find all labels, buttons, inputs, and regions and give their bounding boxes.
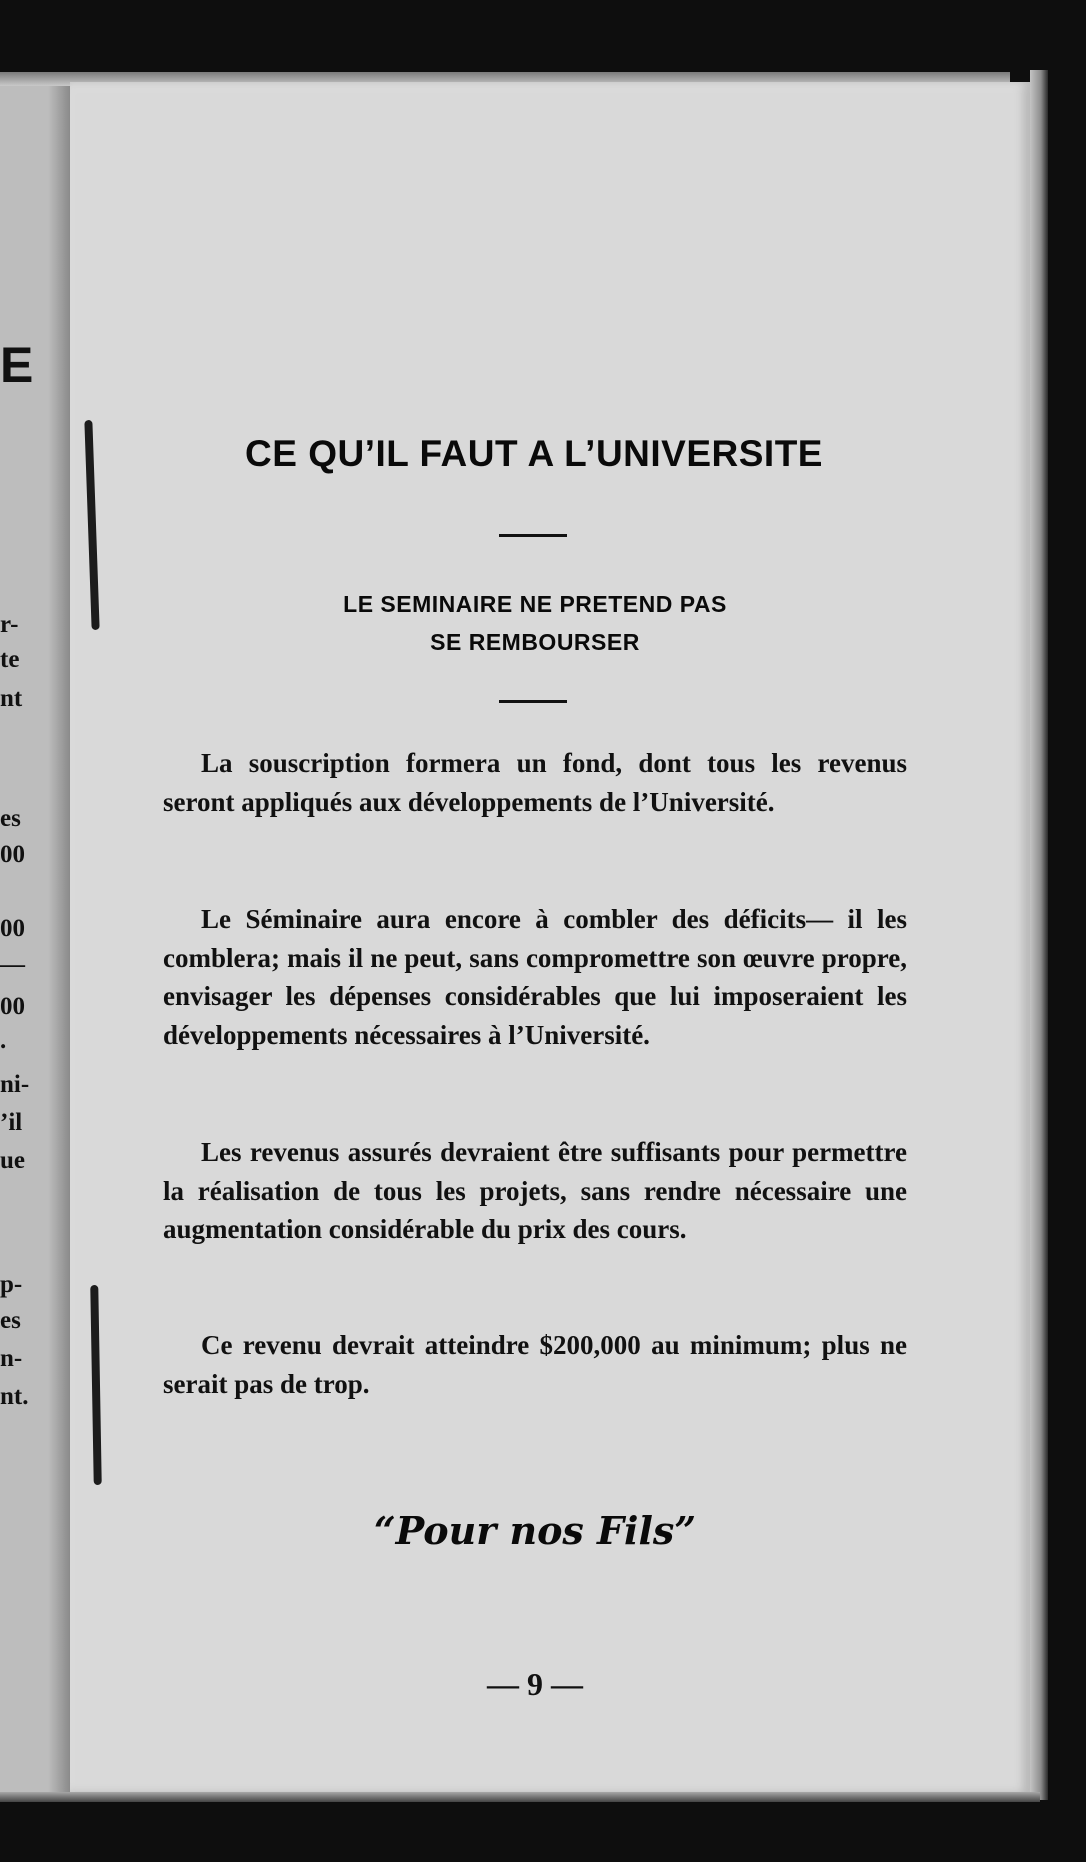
gutter-shadow — [48, 80, 70, 1800]
page-number: — 9 — — [487, 1666, 583, 1702]
subtitle-rule — [499, 700, 567, 703]
previous-page-fragment: nt. — [0, 1383, 29, 1410]
body-paragraph: Ce revenu devrait atteindre $200,000 au minimum; plus ne serait pas de trop. — [163, 1330, 907, 1399]
body-paragraph: La souscription formera un fond, dont tous les revenus seront appliqués aux développements de l’Université. — [163, 748, 907, 817]
page-right-edge — [1030, 70, 1048, 1800]
previous-page-fragment: 00 — [0, 915, 25, 942]
previous-page-fragment: 00 — [0, 841, 25, 868]
previous-page-fragment: ue — [0, 1147, 25, 1174]
page-bottom-edge — [0, 1792, 1040, 1802]
previous-page-fragment: — — [0, 951, 25, 978]
previous-page-fragment: n- — [0, 1345, 23, 1372]
title-rule — [499, 534, 567, 537]
subtitle-line: LE SEMINAIRE NE PRETEND PAS — [343, 591, 727, 617]
page-subtitle — [160, 585, 910, 661]
previous-page-fragment: ni- — [0, 1071, 30, 1098]
previous-page-fragment: . — [0, 1027, 7, 1054]
previous-page-fragment: nt — [0, 685, 23, 712]
previous-page-fragment: es — [0, 1307, 21, 1334]
previous-page-fragment: r- — [0, 611, 19, 638]
previous-page-heading-fragment: E — [0, 337, 34, 393]
previous-page-fragment: te — [0, 646, 20, 673]
previous-page-fragment: es — [0, 805, 21, 832]
previous-page-fragment: ’il — [0, 1109, 23, 1136]
page-title: CE QU’IL FAUT A L’UNIVERSITE — [245, 433, 823, 474]
body-paragraph: Les revenus assurés devraient être suffisants pour permettre la réalisation de tous les projets, sans rendre nécessaire une augmentation considérable du prix des cours. — [163, 1137, 907, 1244]
body-paragraph: Le Séminaire aura encore à combler des déficits— il les comblera; mais il ne peut, sans compromettre son œuvre propre, envisager les dépenses considérables que lui imposeraient les développements nécessaires à l’Université. — [163, 904, 907, 1050]
previous-page-fragment: 00 — [0, 993, 25, 1020]
previous-page-fragment: p- — [0, 1271, 23, 1298]
subtitle-line: SE REMBOURSER — [430, 629, 640, 655]
motto: “Pour nos Fils” — [373, 1508, 697, 1553]
